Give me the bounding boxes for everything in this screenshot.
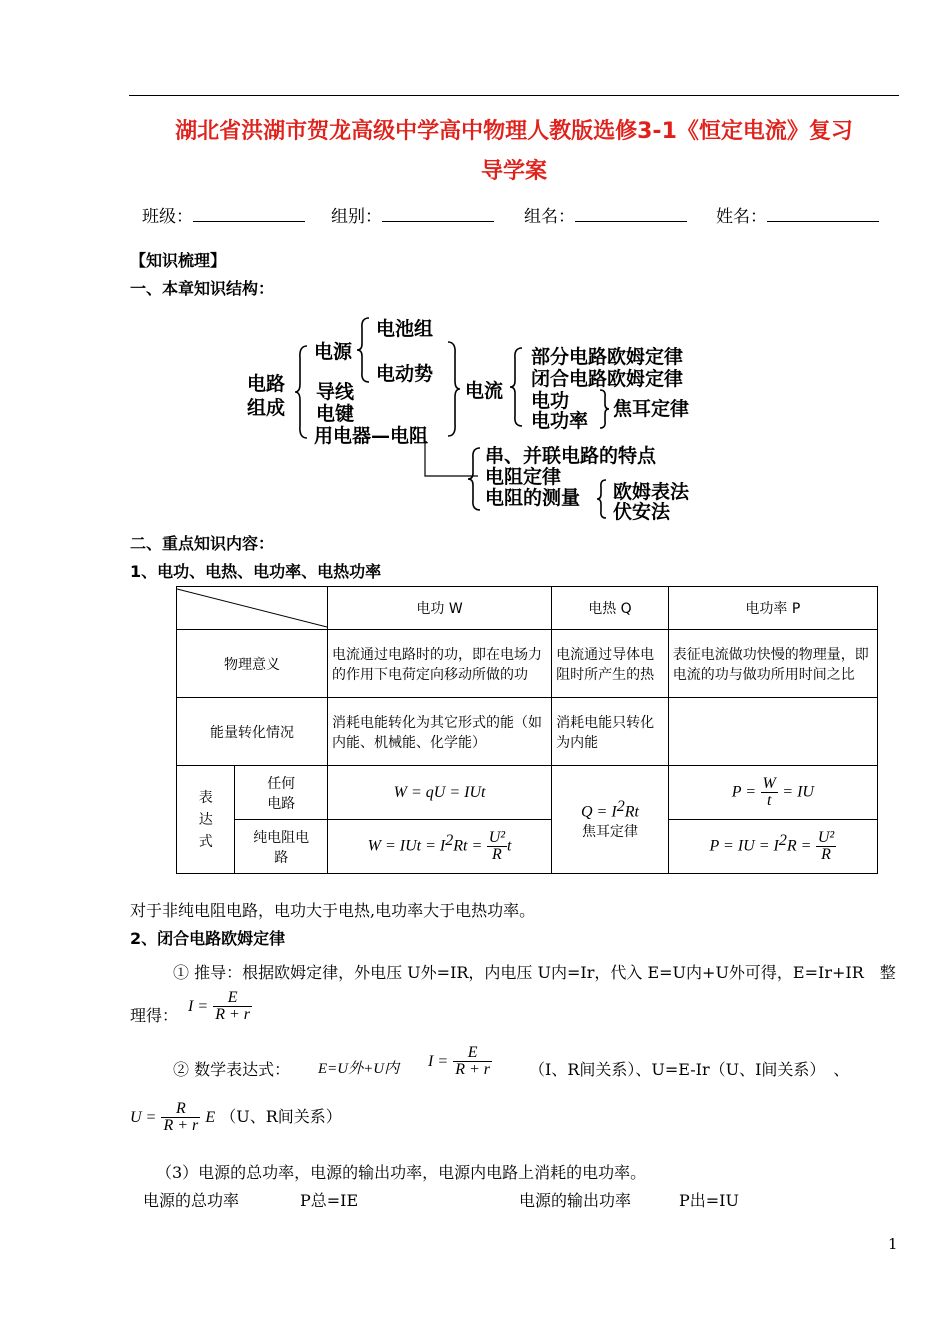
section-tag: 【知识梳理】 bbox=[130, 251, 227, 270]
page-number: 1 bbox=[888, 1235, 898, 1253]
brace-joule bbox=[598, 388, 610, 430]
note-nonpure: 对于非纯电阻电路，电功大于电热,电功率大于电热功率。 bbox=[130, 901, 536, 920]
output-power-label: 电源的输出功率 bbox=[519, 1191, 632, 1210]
formula-current: I = $\frac{E}{R + r}$ bbox=[188, 989, 251, 1023]
power-comparison-table bbox=[176, 586, 878, 874]
diagram-resistance-law: 电阻定律 bbox=[485, 466, 562, 488]
energy-power-empty bbox=[668, 698, 877, 766]
brace-current-items bbox=[510, 346, 524, 428]
q-expr-cell: $Q = I^2Rt$ 焦耳定律 bbox=[552, 766, 669, 874]
diagram-appliance: 用电器—电阻 bbox=[314, 425, 429, 447]
col-work: 电功 W bbox=[328, 587, 552, 630]
diagram-current: 电流 bbox=[465, 380, 504, 402]
p-pure-expr: P = IU = $I^2R$ = $\frac{\text{U²}}{R}$ bbox=[668, 820, 877, 874]
diagram-key: 电键 bbox=[316, 403, 355, 425]
diagram-voltammeter: 伏安法 bbox=[613, 501, 671, 523]
q-expr-right: Rt bbox=[624, 803, 639, 821]
w-pure-expr: W = IUt = $I^2Rt$ = $\frac{\text{U²}}{R}$ t bbox=[328, 820, 552, 874]
derivation-text: ① 推导：根据欧姆定律，外电压 U外=IR，内电压 U内=Ir，代入 E=U内+U外可得，E=Ir+IR 整 bbox=[173, 963, 896, 982]
doc-title-line1: 湖北省洪湖市贺龙高级中学高中物理人教版选修3-1《恒定电流》复习 bbox=[175, 119, 853, 144]
header-rule bbox=[129, 95, 899, 96]
diagram-root-2: 组成 bbox=[247, 397, 286, 419]
brace-measure bbox=[596, 478, 608, 520]
doc-title-line2: 导学案 bbox=[480, 159, 547, 184]
student-name-field: 姓名： bbox=[716, 202, 879, 227]
w-any-expr: W = qU = IUt bbox=[328, 766, 552, 820]
col-power: 电功率 P bbox=[668, 587, 877, 630]
pure-circuit: 纯电阻电路 bbox=[235, 820, 328, 874]
heading-structure: 一、本章知识结构： bbox=[130, 279, 275, 298]
group-field: 组别： bbox=[331, 202, 494, 227]
diagram-root-1: 电路 bbox=[247, 373, 286, 395]
brace-current bbox=[446, 340, 460, 438]
diagram-emf: 电动势 bbox=[376, 363, 434, 385]
meaning-heat: 电流通过导体电阻时所产生的热 bbox=[552, 630, 669, 698]
heading-key-content: 二、重点知识内容： bbox=[130, 534, 275, 553]
diagram-wire: 导线 bbox=[316, 381, 355, 403]
diagram-ohmmeter: 欧姆表法 bbox=[613, 481, 690, 503]
formula-current-2: I = $\frac{E}{R + r}$ bbox=[428, 1044, 491, 1078]
organize-label: 理得： bbox=[130, 1006, 179, 1025]
group-name-field: 组名： bbox=[524, 202, 687, 227]
relation-ir: （I、R间关系）、U=E-Ir（U、I间关系） 、 bbox=[529, 1060, 850, 1079]
diagram-closed-ohm: 闭合电路欧姆定律 bbox=[531, 368, 684, 390]
joule-law-label: 焦耳定律 bbox=[581, 824, 638, 841]
any-circuit: 任何电路 bbox=[235, 766, 328, 820]
relation-ur: （U、R间关系） bbox=[220, 1107, 342, 1126]
row-expr: 表达式 bbox=[177, 766, 235, 874]
brace-root bbox=[295, 344, 309, 440]
energy-work: 消耗电能转化为其它形式的能（如内能、机械能、化学能） bbox=[328, 698, 552, 766]
heading-closed-ohm: 2、闭合电路欧姆定律 bbox=[130, 929, 286, 948]
q-expr-left: Q = I bbox=[581, 803, 617, 821]
diagram-partial-ohm: 部分电路欧姆定律 bbox=[531, 346, 684, 368]
diagram-battery: 电池组 bbox=[376, 318, 434, 340]
formula-voltage: U = $\frac{R}{R + r}$ E （U、R间关系） bbox=[130, 1100, 342, 1134]
diagram-series-parallel: 串、并联电路的特点 bbox=[485, 445, 657, 467]
energy-heat: 消耗电能只转化为内能 bbox=[552, 698, 669, 766]
math-emf: E=U外+U内 bbox=[318, 1061, 400, 1077]
diagonal-header-cell bbox=[177, 587, 328, 630]
heading-power: 1、电功、电热、电功率、电热功率 bbox=[130, 562, 382, 581]
diagram-power: 电功率 bbox=[531, 410, 589, 432]
diagram-joule: 焦耳定律 bbox=[613, 398, 690, 420]
diagram-measure: 电阻的测量 bbox=[485, 487, 581, 509]
brace-source bbox=[357, 316, 371, 384]
diagram-work: 电功 bbox=[531, 390, 570, 412]
meaning-work: 电流通过电路时的功，即在电场力的作用下电荷定向移动所做的功 bbox=[328, 630, 552, 698]
total-power-label: 电源的总功率 bbox=[143, 1191, 240, 1210]
row-energy: 能量转化情况 bbox=[177, 698, 328, 766]
brace-resistor bbox=[468, 446, 482, 512]
row-meaning: 物理意义 bbox=[177, 630, 328, 698]
output-power-expr: P出=IU bbox=[679, 1191, 739, 1210]
total-power-expr: P总=IE bbox=[300, 1191, 359, 1210]
diagram-source: 电源 bbox=[314, 341, 353, 363]
col-heat: 电热 Q bbox=[552, 587, 669, 630]
math-expr-label: ② 数学表达式： bbox=[173, 1060, 291, 1079]
class-field: 班级： bbox=[142, 202, 305, 227]
meaning-power: 表征电流做功快慢的物理量，即电流的功与做功所用时间之比 bbox=[668, 630, 877, 698]
p-any-expr: P = $\frac{W}{t}$ = IU bbox=[668, 766, 877, 820]
item-3: （3）电源的总功率，电源的输出功率，电源内电路上消耗的电功率。 bbox=[156, 1163, 647, 1182]
